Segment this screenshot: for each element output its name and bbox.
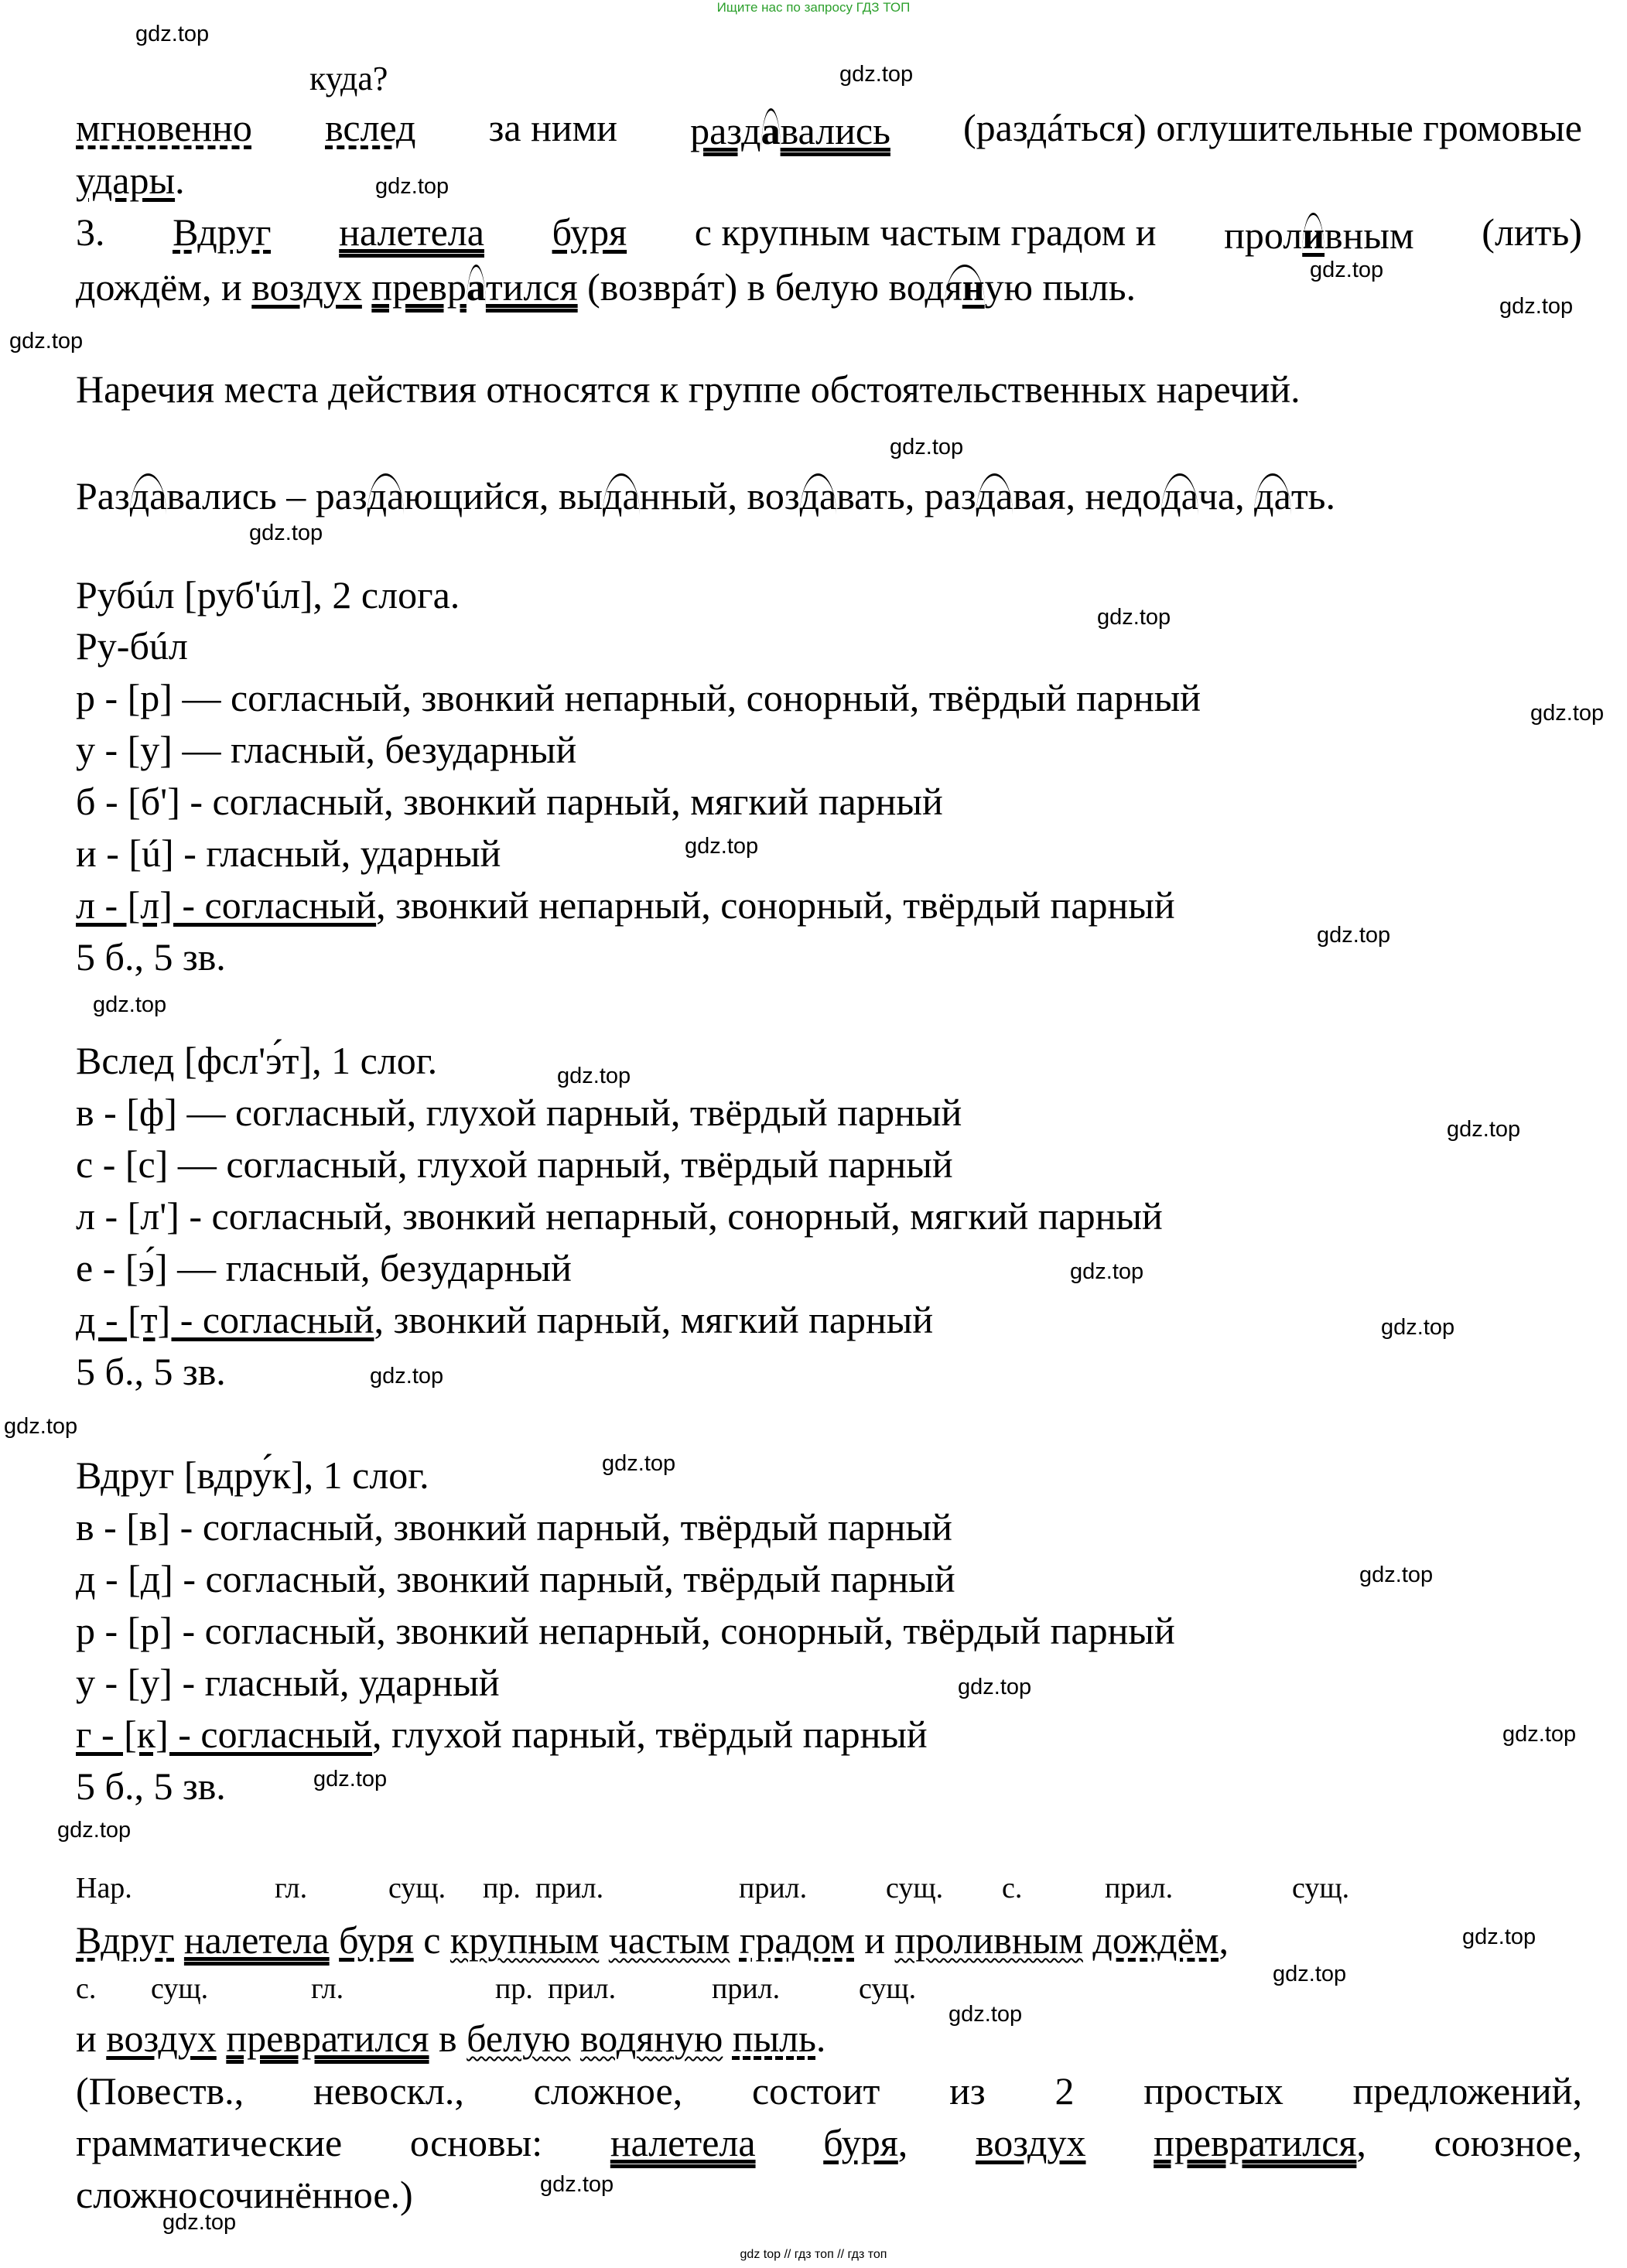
segment: л - [л'] - согласный, звонкий непарный, сонорный, мягкий парный	[76, 1194, 1163, 1238]
word-part: тился	[485, 265, 578, 309]
word-part: ую пыль.	[984, 265, 1137, 309]
word: сложное,	[533, 2069, 683, 2113]
stressed-letter: а	[761, 109, 781, 152]
segment: р - [р] — согласный, звонкий непарный, сонорный, твёрдый парный	[76, 676, 1201, 719]
pos-tag: сущ.	[886, 1872, 944, 1904]
phonetics-line	[76, 1559, 955, 1598]
watermark: gdz.top	[57, 1818, 132, 1843]
segment: р - [р] - согласный, звонкий непарный, сонорный, твёрдый парный	[76, 1609, 1175, 1652]
word: с	[423, 1918, 441, 1962]
pos-tag: прил.	[739, 1872, 808, 1904]
phonetics-line	[76, 678, 1201, 717]
word: воздух	[975, 2121, 1086, 2164]
word-part: ть.	[1290, 474, 1335, 517]
word-part: прол	[1224, 213, 1303, 257]
pos-tag: гл.	[275, 1872, 308, 1904]
watermark: gdz.top	[557, 1064, 631, 1088]
phonetics-summary: 5 б., 5 зв.	[76, 935, 226, 979]
root: да	[1161, 474, 1198, 517]
parsed-sentence-1	[76, 1918, 1229, 1962]
punct: .	[815, 2017, 826, 2060]
phonetics-line	[76, 1715, 928, 1754]
phonetics-line	[76, 730, 576, 769]
watermark: gdz.top	[1502, 1722, 1577, 1747]
word: грамматические	[76, 2121, 343, 2164]
word: из	[949, 2069, 986, 2113]
watermark: gdz.top	[1097, 605, 1171, 630]
phonetics-line	[76, 1093, 962, 1132]
word: предложений,	[1352, 2069, 1582, 2113]
word-part: нный, воз	[639, 474, 800, 517]
word: за ними	[488, 106, 617, 149]
watermark: gdz.top	[890, 435, 964, 459]
item-number: 3.	[76, 210, 105, 254]
word: вслед	[325, 106, 416, 149]
segment: у - [у] - гласный, ударный	[76, 1661, 500, 1704]
segment: в - [ф] — согласный, глухой парный, твёрдый парный	[76, 1091, 962, 1134]
word-part: я	[944, 265, 962, 309]
word: в	[439, 2017, 457, 2060]
word: буря	[552, 210, 627, 254]
pos-tag: сущ.	[1292, 1872, 1350, 1904]
word: мгновенно	[76, 106, 252, 149]
watermark: gdz.top	[958, 1675, 1032, 1699]
phonetics-line	[76, 1194, 1163, 1238]
segment: д - [т] - согласный	[76, 1298, 374, 1341]
word-part: вным	[1325, 213, 1414, 257]
word: и	[76, 2017, 97, 2060]
pos-tag: с.	[76, 1973, 97, 2005]
root: да	[129, 474, 167, 517]
word: превратился	[226, 2017, 429, 2060]
word: налетела	[183, 1918, 330, 1962]
segment: и - [ú] - гласный, ударный	[76, 832, 501, 875]
word: Вдруг	[76, 1918, 175, 1962]
word-part: превр	[371, 265, 467, 309]
phonetics-line	[76, 1145, 953, 1184]
top-notice[interactable]: Ищите нас по запросу ГДЗ ТОП	[716, 0, 911, 15]
watermark: gdz.top	[370, 1364, 444, 1388]
word-part: разд	[690, 109, 761, 152]
word-part: ющийся, вы	[404, 474, 603, 517]
word: основы:	[409, 2121, 543, 2164]
segment: д - [д] - согласный, звонкий парный, твёрдый парный	[76, 1557, 955, 1600]
watermark: gdz.top	[135, 22, 210, 46]
word: (раздáться) оглушительные громовые	[963, 106, 1582, 149]
watermark: gdz.top	[1462, 1925, 1536, 1949]
punct: ,	[1219, 1918, 1229, 1962]
watermark: gdz.top	[249, 521, 323, 545]
pos-tag: сущ.	[859, 1973, 917, 2005]
word: буря	[339, 1918, 414, 1962]
phonetics-header: Вдруг [вдру́к], 1 слог.	[76, 1453, 429, 1497]
word: невоскл.,	[313, 2069, 464, 2113]
word-part: вались	[780, 109, 890, 152]
footer-links[interactable]: gdz top // гдз топ // гдз топ	[740, 2248, 887, 2261]
word: крупным	[449, 1918, 600, 1962]
pos-tag: прил.	[1105, 1872, 1174, 1904]
phonetics-line	[76, 1663, 500, 1702]
word-part: ча,	[1198, 474, 1255, 517]
word: (лить)	[1482, 210, 1582, 254]
root: да	[1254, 474, 1291, 517]
pos-tag: прил.	[712, 1973, 781, 2005]
phonetics-line	[76, 834, 501, 873]
word: союзное,	[1434, 2121, 1582, 2164]
word-part: Раз	[76, 474, 130, 517]
word-part: вать, раз	[836, 474, 976, 517]
watermark: gdz.top	[1070, 1259, 1144, 1284]
segment: в - [в] - согласный, звонкий парный, твёрдый парный	[76, 1505, 952, 1549]
stressed-letter: а	[466, 265, 486, 309]
watermark: gdz.top	[1359, 1563, 1434, 1587]
watermark: gdz.top	[93, 992, 167, 1017]
root: да	[976, 474, 1013, 517]
word: налетела	[339, 210, 484, 254]
segment: у - [у] — гласный, безударный	[76, 728, 577, 771]
watermark: gdz.top	[1447, 1117, 1521, 1142]
characteristic-line-2	[76, 2123, 1582, 2162]
word: дождём	[1092, 1918, 1219, 1962]
word: проливным	[894, 1918, 1083, 1962]
exercise-line-3	[76, 210, 1582, 257]
watermark: gdz.top	[540, 2172, 614, 2197]
segment: б - [б'] - согласный, звонкий парный, мягкий парный	[76, 780, 943, 823]
root: да	[367, 474, 405, 517]
segment: г - [к] - согласный	[76, 1713, 373, 1756]
word: состоит	[751, 2069, 880, 2113]
watermark: gdz.top	[1317, 923, 1391, 948]
punct: ,	[1356, 2121, 1366, 2164]
question-note: куда?	[309, 60, 388, 97]
word: дождём, и	[76, 265, 242, 309]
watermark: gdz.top	[1530, 701, 1605, 726]
word: градом	[739, 1918, 855, 1962]
word: воздух	[251, 265, 362, 309]
pos-tag: гл.	[311, 1973, 344, 2005]
cognates-line	[76, 473, 1335, 515]
word: с крупным частым градом и	[694, 210, 1157, 254]
root: да	[603, 474, 640, 517]
pos-tag: прил.	[535, 1872, 604, 1904]
segment: с - [с] — согласный, глухой парный, твёрдый парный	[76, 1143, 953, 1186]
word: частым	[608, 1918, 730, 1962]
exercise-line-2	[76, 161, 185, 200]
pos-tag: пр.	[483, 1872, 521, 1904]
word: буря	[823, 2121, 898, 2164]
exercise-line-1	[76, 108, 1582, 150]
watermark: gdz.top	[313, 1767, 388, 1792]
word: простых	[1143, 2069, 1283, 2113]
phonetics-line	[76, 1300, 933, 1339]
phonetics-line	[76, 782, 943, 821]
punct: .	[175, 159, 185, 202]
stressed-letter: и	[1302, 213, 1325, 257]
watermark: gdz.top	[375, 174, 449, 199]
watermark: gdz.top	[949, 2002, 1023, 2027]
watermark: gdz.top	[839, 62, 914, 87]
segment: е - [э́] — гласный, безударный	[76, 1246, 572, 1289]
watermark: gdz.top	[9, 329, 84, 354]
exercise-line-4	[76, 265, 1137, 309]
watermark: gdz.top	[1273, 1962, 1347, 1986]
phonetics-summary: 5 б., 5 зв.	[76, 1764, 226, 1808]
phonetics-header: Вслед [фсл'э́т], 1 слог.	[76, 1039, 438, 1082]
pos-tag: прил.	[548, 1973, 617, 2005]
word: водяную	[579, 2017, 723, 2060]
pos-tag: с.	[1002, 1872, 1023, 1904]
word: удары	[76, 159, 176, 202]
watermark: gdz.top	[4, 1414, 78, 1439]
word: и	[864, 1918, 885, 1962]
watermark: gdz.top	[1310, 258, 1384, 282]
adverbs-note: Наречия места действия относятся к группе обстоятельственных наречий.	[76, 367, 1301, 411]
segment: л - [л] - согласный	[76, 883, 377, 927]
word-part: вались – раз	[166, 474, 367, 517]
segment: , глухой парный, твёрдый парный	[372, 1713, 928, 1756]
word: белую	[467, 2017, 571, 2060]
word: Вдруг	[173, 210, 272, 254]
word: воздух	[106, 2017, 217, 2060]
phonetics-header: Рубúл [руб'úл], 2 слога.	[76, 573, 460, 617]
punct: ,	[897, 2121, 908, 2164]
watermark: gdz.top	[162, 2210, 237, 2235]
parsed-sentence-2	[76, 2019, 825, 2058]
phonetics-summary: 5 б., 5 зв.	[76, 1350, 226, 1393]
segment: , звонкий непарный, сонорный, твёрдый парный	[376, 883, 1175, 927]
word: превратился	[1154, 2121, 1357, 2164]
pos-tag: сущ.	[388, 1872, 446, 1904]
phonetics-line	[76, 883, 1175, 927]
watermark: gdz.top	[1499, 294, 1574, 319]
phonetics-line	[76, 1611, 1175, 1650]
watermark: gdz.top	[602, 1451, 676, 1476]
phonetics-line	[76, 1505, 952, 1549]
word: (Повеств.,	[76, 2069, 244, 2113]
pos-tag: пр.	[495, 1973, 533, 2005]
word-part: вая, недо	[1013, 474, 1162, 517]
phonetics-syllables: Ру-бúл	[76, 624, 188, 668]
stressed-letter: н	[962, 265, 985, 309]
root: да	[799, 474, 837, 517]
characteristic-line-3: сложносочинённое.)	[76, 2173, 413, 2216]
watermark: gdz.top	[685, 834, 759, 859]
word: пыль	[732, 2017, 816, 2060]
pos-tag: Нар.	[76, 1872, 132, 1904]
segment: , звонкий парный, мягкий парный	[374, 1298, 934, 1341]
characteristic-line-1	[76, 2069, 1582, 2113]
word: 2	[1054, 2069, 1075, 2113]
pos-tag: сущ.	[151, 1973, 209, 2005]
watermark: gdz.top	[1381, 1315, 1455, 1340]
phonetics-line	[76, 1248, 572, 1287]
word: (возврáт) в белую вод	[587, 265, 945, 309]
word: налетела	[610, 2121, 756, 2164]
